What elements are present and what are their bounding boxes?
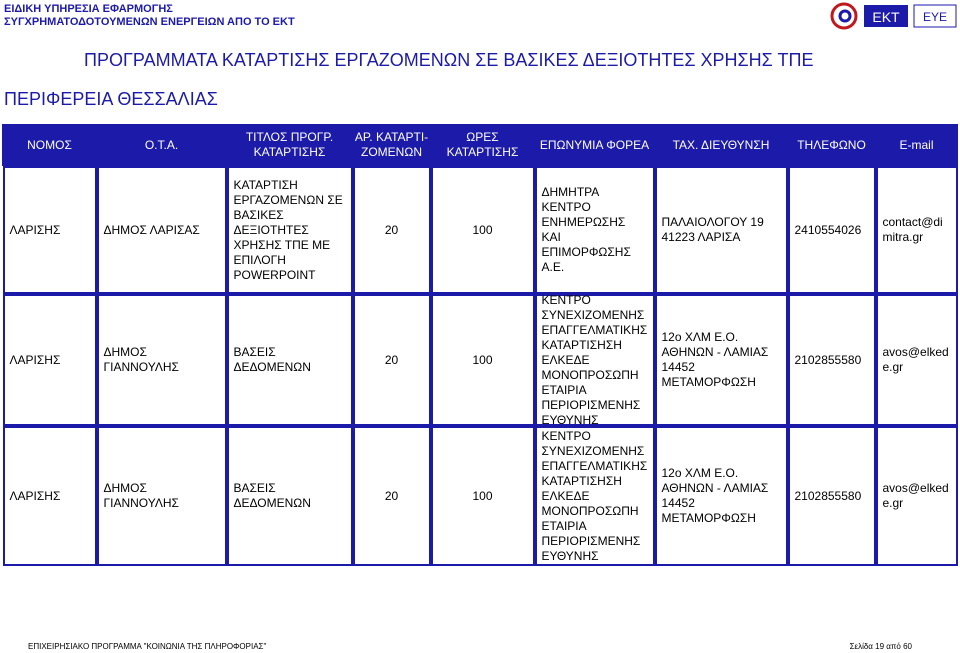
cell-ota: ΔΗΜΟΣ ΓΙΑΝΝΟΥΛΗΣ xyxy=(99,296,225,424)
cell-address: 12ο ΧΛΜ Ε.Ο. ΑΘΗΝΩΝ - ΛΑΜΙΑΣ 14452 ΜΕΤΑΜΟΡΦΩΣΗ xyxy=(657,296,786,424)
cell-phone: 2102855580 xyxy=(790,296,874,424)
footer-program: ΕΠΙΧΕΙΡΗΣΙΑΚΟ ΠΡΟΓΡΑΜΜΑ "ΚΟΙΝΩΝΙΑ ΤΗΣ ΠΛΗΡΟΦΟΡΙΑΣ" xyxy=(28,642,267,651)
header-provider: ΕΠΩΝΥΜΙΑ ΦΟΡΕΑ xyxy=(535,125,655,166)
programs-table xyxy=(2,124,958,566)
agency-name-line1: ΕΙΔΙΚΗ ΥΠΗΡΕΣΙΑ ΕΦΑΡΜΟΓΗΣ xyxy=(4,3,173,15)
cell-trainees: 20 xyxy=(355,168,429,292)
header-email: E-mail xyxy=(876,125,958,166)
cell-phone: 2410554026 xyxy=(790,168,874,292)
cell-ota: ΔΗΜΟΣ ΛΑΡΙΣΑΣ xyxy=(99,168,225,292)
header-title: ΤΙΤΛΟΣ ΠΡΟΓΡ. ΚΑΤΑΡΤΙΣΗΣ xyxy=(227,125,353,166)
header-hours: ΩΡΕΣ ΚΑΤΑΡΤΙΣΗΣ xyxy=(431,125,535,166)
cell-nomos: ΛΑΡΙΣΗΣ xyxy=(5,428,95,564)
cell-phone: 2102855580 xyxy=(790,428,874,564)
cell-provider: ΚΕΝΤΡΟ ΣΥΝΕΧΙΖΟΜΕΝΗΣ ΕΠΑΓΓΕΛΜΑΤΙΚΗΣ ΚΑΤΑΡΤΙΣΗΣΗ ΕΛΚΕΔΕ ΜΟΝΟΠΡΟΣΩΠΗ ΕΤΑΙΡΙΑ ΠΕΡΙΟΡΙΣΜΕΝΗΣ ΕΥΘΥΝΗΣ xyxy=(537,428,653,564)
header-trainees: ΑΡ. ΚΑΤΑΡΤΙ-ΖΟΜΕΝΩΝ xyxy=(353,125,431,166)
header-phone: ΤΗΛΕΦΩΝΟ xyxy=(788,125,876,166)
cell-hours: 100 xyxy=(433,168,533,292)
table-row xyxy=(3,166,958,295)
cell-email[interactable]: avos@elkede.gr xyxy=(878,428,956,564)
cell-ota: ΔΗΜΟΣ ΓΙΑΝΝΟΥΛΗΣ xyxy=(99,428,225,564)
header-nomos: ΝΟΜΟΣ xyxy=(3,125,97,166)
page-number: Σελίδα 19 από 60 xyxy=(849,642,912,651)
logo xyxy=(830,2,958,30)
header-address: ΤΑΧ. ΔΙΕΥΘΥΝΣΗ xyxy=(655,125,788,166)
cell-nomos: ΛΑΡΙΣΗΣ xyxy=(5,168,95,292)
table-row xyxy=(3,426,958,566)
cell-email[interactable]: contact@dimitra.gr xyxy=(878,168,956,292)
at-logo-icon xyxy=(832,4,856,28)
cell-title: ΚΑΤΑΡΤΙΣΗ ΕΡΓΑΖΟΜΕΝΩΝ ΣΕ ΒΑΣΙΚΕΣ ΔΕΞΙΟΤΗΤΕΣ ΧΡΗΣΗΣ ΤΠΕ ΜΕ ΕΠΙΛΟΓΗ POWERPOINT xyxy=(229,168,351,292)
cell-title: ΒΑΣΕΙΣ ΔΕΔΟΜΕΝΩΝ xyxy=(229,428,351,564)
region-title: ΠΕΡΙΦΕΡΕΙΑ ΘΕΣΣΑΛΙΑΣ xyxy=(4,89,218,109)
cell-trainees: 20 xyxy=(355,296,429,424)
header-ota: Ο.Τ.Α. xyxy=(97,125,227,166)
cell-email[interactable]: avos@elkede.gr xyxy=(878,296,956,424)
table-row xyxy=(3,294,958,426)
cell-address: ΠΑΛΑΙΟΛΟΓΟΥ 19 41223 ΛΑΡΙΣΑ xyxy=(657,168,786,292)
eye-logo-text: ΕΥΕ xyxy=(922,10,948,24)
cell-trainees: 20 xyxy=(355,428,429,564)
cell-provider: ΚΕΝΤΡΟ ΣΥΝΕΧΙΖΟΜΕΝΗΣ ΕΠΑΓΓΕΛΜΑΤΙΚΗΣ ΚΑΤΑΡΤΙΣΗΣΗ ΕΛΚΕΔΕ ΜΟΝΟΠΡΟΣΩΠΗ ΕΤΑΙΡΙΑ ΠΕΡΙΟΡΙΣΜΕΝΗΣ ΕΥΘΥΝΗΣ xyxy=(537,296,653,424)
page-title: ΠΡΟΓΡΑΜΜΑΤΑ ΚΑΤΑΡΤΙΣΗΣ ΕΡΓΑΖΟΜΕΝΩΝ ΣΕ ΒΑΣΙΚΕΣ ΔΕΞΙΟΤΗΤΕΣ ΧΡΗΣΗΣ ΤΠΕ xyxy=(84,50,814,70)
cell-nomos: ΛΑΡΙΣΗΣ xyxy=(5,296,95,424)
cell-hours: 100 xyxy=(433,296,533,424)
cell-provider: ΔΗΜΗΤΡΑ ΚΕΝΤΡΟ ΕΝΗΜΕΡΩΣΗΣ ΚΑΙ ΕΠΙΜΟΡΦΩΣΗΣ Α.Ε. xyxy=(537,168,653,292)
cell-title: ΒΑΣΕΙΣ ΔΕΔΟΜΕΝΩΝ xyxy=(229,296,351,424)
table-header-row xyxy=(3,125,958,166)
cell-address: 12ο ΧΛΜ Ε.Ο. ΑΘΗΝΩΝ - ΛΑΜΙΑΣ 14452 ΜΕΤΑΜΟΡΦΩΣΗ xyxy=(657,428,786,564)
agency-name-line2: ΣΥΓΧΡΗΜΑΤΟΔΟΤΟΥΜΕΝΩΝ ΕΝΕΡΓΕΙΩΝ ΑΠΟ ΤΟ ΕΚΤ xyxy=(4,16,295,28)
cell-hours: 100 xyxy=(433,428,533,564)
ekt-logo-text: ΕΚΤ xyxy=(872,9,900,25)
